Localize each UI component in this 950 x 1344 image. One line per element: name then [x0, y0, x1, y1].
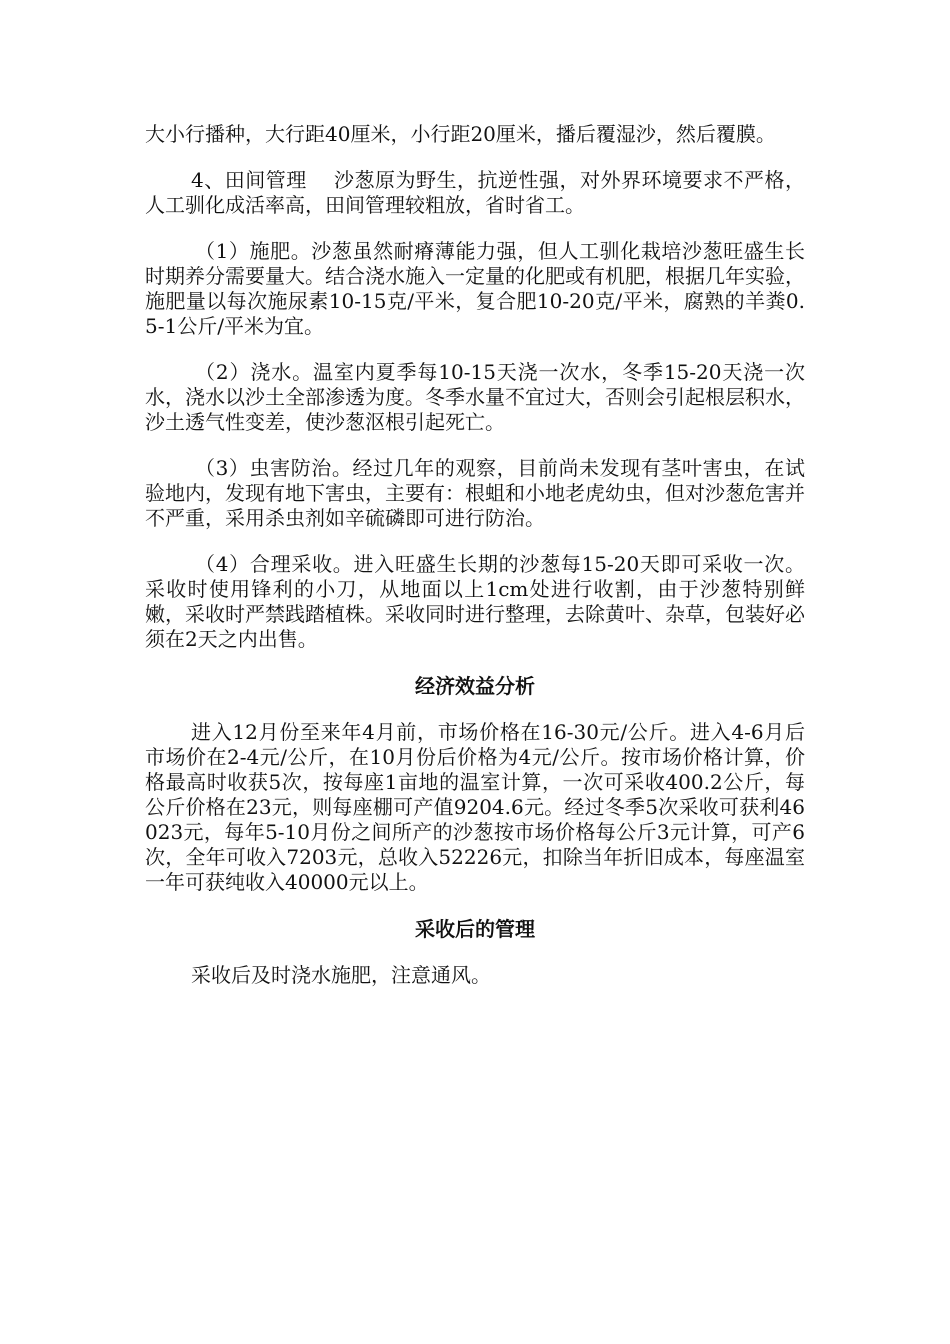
paragraph-watering: （2）浇水。温室内夏季每10-15天浇一次水，冬季15-20天浇一次水，浇水以沙土全部渗透为度。冬季水量不宜过大，否则会引起根层积水，沙土透气性变差，使沙葱沤根引起死亡。 — [145, 360, 805, 434]
paragraph-pest-control: （3）虫害防治。经过几年的观察，目前尚未发现有茎叶害虫，在试验地内，发现有地下害虫，主要有：根蛆和小地老虎幼虫，但对沙葱危害并不严重，采用杀虫剂如辛硫磷即可进行防治。 — [145, 456, 805, 530]
heading-economic-analysis: 经济效益分析 — [415, 674, 535, 698]
paragraph-field-management: 4、田间管理 沙葱原为野生，抗逆性强，对外界环境要求不严格，人工驯化成活率高，田间管理较粗放，省时省工。 — [145, 168, 805, 217]
document-page — [145, 122, 805, 988]
heading-post-harvest: 采收后的管理 — [415, 917, 535, 941]
paragraph-economic-analysis: 进入12月份至来年4月前，市场价格在16-30元/公斤。进入4-6月后市场价在2-4元/公斤，在10月份后价格为4元/公斤。按市场价格计算，价格最高时收获5次，按每座1亩地的温室计算，一次可采收400.2公斤，每公斤价格在23元，则每座棚可产值9204.6元。经过冬季5次采收可获利46023元，每年5-10月份之间所产的沙葱按市场价格每公斤3元计算，可产6次，全年可收入7203元，总收入52226元，扣除当年折旧成本，每座温室一年可获纯收入40000元以上。 — [145, 720, 805, 894]
paragraph-post-harvest: 采收后及时浇水施肥，注意通风。 — [191, 963, 491, 987]
paragraph-sowing-continued: 大小行播种，大行距40厘米，小行距20厘米，播后覆湿沙，然后覆膜。 — [145, 122, 776, 146]
paragraph-fertilizing: （1）施肥。沙葱虽然耐瘠薄能力强，但人工驯化栽培沙葱旺盛生长时期养分需要量大。结合浇水施入一定量的化肥或有机肥，根据几年实验，施肥量以每次施尿素10-15克/平米，复合肥10-20克/平米，腐熟的羊粪0.5-1公斤/平米为宜。 — [145, 239, 805, 338]
paragraph-harvesting: （4）合理采收。进入旺盛生长期的沙葱每15-20天即可采收一次。采收时使用锋利的小刀，从地面以上1cm处进行收割，由于沙葱特别鲜嫩，采收时严禁践踏植株。采收同时进行整理，去除黄叶、杂草，包装好必须在2天之内出售。 — [145, 552, 805, 651]
